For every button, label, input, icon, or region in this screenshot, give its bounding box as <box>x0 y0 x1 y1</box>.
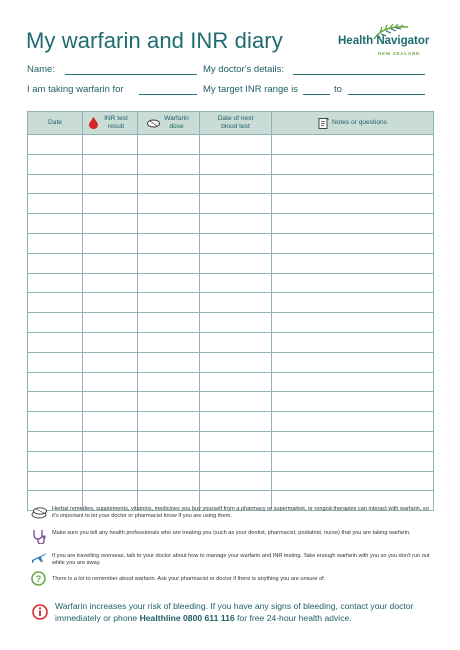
note-supplements: Herbal remedies, supplements, vitamins, medicines you buy yourself from a pharmacy or supermarket, or rongoā therapies can interact with warfarin, so it's important to let your doctor or pharmacist know if you are using them. <box>52 506 429 520</box>
health-navigator-logo <box>338 24 438 68</box>
cell-dose[interactable] <box>138 233 200 253</box>
cell-date[interactable] <box>28 313 83 333</box>
cell-date[interactable] <box>28 174 83 194</box>
cell-dose[interactable] <box>138 332 200 352</box>
cell-next-test[interactable] <box>200 253 272 273</box>
cell-dose[interactable] <box>138 194 200 214</box>
cell-inr[interactable] <box>83 431 138 451</box>
question-icon <box>31 571 46 586</box>
cell-notes[interactable] <box>272 412 434 432</box>
cell-next-test[interactable] <box>200 233 272 253</box>
cell-notes[interactable] <box>272 451 434 471</box>
cell-inr[interactable] <box>83 293 138 313</box>
cell-inr[interactable] <box>83 332 138 352</box>
cell-dose[interactable] <box>138 135 200 155</box>
cell-next-test[interactable] <box>200 431 272 451</box>
col-date: Date <box>28 112 83 135</box>
cell-dose[interactable] <box>138 451 200 471</box>
name-label: Name: <box>27 64 55 75</box>
cell-notes[interactable] <box>272 233 434 253</box>
cell-next-test[interactable] <box>200 451 272 471</box>
table-row <box>28 451 434 471</box>
cell-dose[interactable] <box>138 174 200 194</box>
cell-next-test[interactable] <box>200 214 272 234</box>
cell-dose[interactable] <box>138 293 200 313</box>
healthline-number: Healthline 0800 611 116 <box>139 612 235 623</box>
cell-notes[interactable] <box>272 372 434 392</box>
target-max-line[interactable] <box>348 94 425 95</box>
table-row <box>28 313 434 333</box>
cell-date[interactable] <box>28 135 83 155</box>
cell-dose[interactable] <box>138 392 200 412</box>
cell-notes[interactable] <box>272 174 434 194</box>
note-travel: If you are travelling overseas, talk to your doctor about how to manage your warfarin and INR testing. Take enough warfarin with you so you don't run out while you are away. <box>52 553 430 567</box>
table-row <box>28 194 434 214</box>
name-line[interactable] <box>65 74 197 75</box>
cell-inr[interactable] <box>83 372 138 392</box>
cell-dose[interactable] <box>138 431 200 451</box>
notepad-icon <box>318 117 329 129</box>
doctor-label: My doctor's details: <box>203 64 285 75</box>
cell-notes[interactable] <box>272 273 434 293</box>
table-row <box>28 233 434 253</box>
cell-notes[interactable] <box>272 313 434 333</box>
cell-next-test[interactable] <box>200 135 272 155</box>
airplane-icon <box>31 551 48 564</box>
bleeding-warning: Warfarin increases your risk of bleeding. If you have any signs of bleeding, contact your doctor immediately or phone Healthline 0800 611 116 for free 24-hour health advice. <box>55 601 414 623</box>
table-row <box>28 392 434 412</box>
cell-next-test[interactable] <box>200 392 272 412</box>
cell-notes[interactable] <box>272 253 434 273</box>
cell-notes[interactable] <box>272 154 434 174</box>
cell-dose[interactable] <box>138 412 200 432</box>
cell-notes[interactable] <box>272 471 434 491</box>
note-ask-pharmacist: There is a lot to remember about warfarin. Ask your pharmacist or doctor if there is anything you are unsure of. <box>52 576 326 582</box>
cell-date[interactable] <box>28 332 83 352</box>
cell-date[interactable] <box>28 194 83 214</box>
cell-next-test[interactable] <box>200 154 272 174</box>
cell-date[interactable] <box>28 352 83 372</box>
to-label: to <box>334 84 342 95</box>
cell-inr[interactable] <box>83 214 138 234</box>
cell-date[interactable] <box>28 214 83 234</box>
cell-inr[interactable] <box>83 194 138 214</box>
cell-inr[interactable] <box>83 392 138 412</box>
cell-next-test[interactable] <box>200 174 272 194</box>
cell-dose[interactable] <box>138 154 200 174</box>
page-title: My warfarin and INR diary <box>26 28 283 53</box>
cell-dose[interactable] <box>138 471 200 491</box>
table-row <box>28 471 434 491</box>
cell-dose[interactable] <box>138 253 200 273</box>
cell-date[interactable] <box>28 293 83 313</box>
cell-dose[interactable] <box>138 372 200 392</box>
cell-inr[interactable] <box>83 233 138 253</box>
target-min-line[interactable] <box>303 94 330 95</box>
cell-inr[interactable] <box>83 273 138 293</box>
table-row <box>28 332 434 352</box>
blood-drop-icon <box>89 117 98 129</box>
taking-line[interactable] <box>139 94 197 95</box>
cell-next-test[interactable] <box>200 372 272 392</box>
cell-inr[interactable] <box>83 154 138 174</box>
cell-date[interactable] <box>28 233 83 253</box>
table-header-row <box>28 112 434 135</box>
cell-notes[interactable] <box>272 214 434 234</box>
cell-next-test[interactable] <box>200 293 272 313</box>
col-inr: INR test result <box>83 112 138 135</box>
table-row <box>28 431 434 451</box>
note-health-professionals: Make sure you tell any health professionals who are treating you (such as your dentist, pharmacist, podiatrist, nurse) that you are taking warfarin. <box>52 530 411 536</box>
diary-table <box>27 111 434 511</box>
table-row <box>28 214 434 234</box>
table-row <box>28 135 434 155</box>
table-row <box>28 273 434 293</box>
cell-date[interactable] <box>28 392 83 412</box>
stethoscope-icon <box>31 529 46 544</box>
table-row <box>28 154 434 174</box>
cell-notes[interactable] <box>272 135 434 155</box>
cell-notes[interactable] <box>272 332 434 352</box>
cell-date[interactable] <box>28 372 83 392</box>
cell-notes[interactable] <box>272 352 434 372</box>
cell-next-test[interactable] <box>200 412 272 432</box>
cell-inr[interactable] <box>83 135 138 155</box>
cell-next-test[interactable] <box>200 352 272 372</box>
cell-dose[interactable] <box>138 214 200 234</box>
cell-notes[interactable] <box>272 293 434 313</box>
svg-text:?: ? <box>35 574 42 584</box>
cell-dose[interactable] <box>138 352 200 372</box>
cell-inr[interactable] <box>83 471 138 491</box>
doctor-line[interactable] <box>293 74 425 75</box>
cell-inr[interactable] <box>83 451 138 471</box>
table-row <box>28 372 434 392</box>
cell-date[interactable] <box>28 253 83 273</box>
table-row <box>28 352 434 372</box>
cell-date[interactable] <box>28 431 83 451</box>
cell-notes[interactable] <box>272 392 434 412</box>
target-label: My target INR range is <box>203 84 299 95</box>
cell-next-test[interactable] <box>200 194 272 214</box>
cell-next-test[interactable] <box>200 471 272 491</box>
table-row <box>28 174 434 194</box>
table-row <box>28 253 434 273</box>
cell-next-test[interactable] <box>200 332 272 352</box>
pills-icon <box>31 507 48 519</box>
cell-date[interactable] <box>28 273 83 293</box>
cell-inr[interactable] <box>83 313 138 333</box>
logo-name: Health Navigator <box>338 35 430 47</box>
cell-next-test[interactable] <box>200 273 272 293</box>
cell-date[interactable] <box>28 451 83 471</box>
cell-inr[interactable] <box>83 174 138 194</box>
cell-next-test[interactable] <box>200 313 272 333</box>
table-row <box>28 293 434 313</box>
cell-inr[interactable] <box>83 352 138 372</box>
cell-date[interactable] <box>28 154 83 174</box>
pill-icon <box>147 119 160 128</box>
col-dose: Warfarin dose <box>138 112 200 135</box>
cell-notes[interactable] <box>272 431 434 451</box>
col-next-test: Date of next blood test <box>200 112 272 135</box>
col-notes: Notes or questions <box>272 112 434 135</box>
cell-inr[interactable] <box>83 412 138 432</box>
cell-date[interactable] <box>28 471 83 491</box>
logo-subtitle: NEW ZEALAND <box>378 51 421 56</box>
cell-inr[interactable] <box>83 253 138 273</box>
cell-dose[interactable] <box>138 273 200 293</box>
cell-date[interactable] <box>28 412 83 432</box>
cell-notes[interactable] <box>272 194 434 214</box>
info-icon <box>32 604 48 620</box>
table-row <box>28 412 434 432</box>
taking-label: I am taking warfarin for <box>27 84 124 95</box>
cell-dose[interactable] <box>138 313 200 333</box>
